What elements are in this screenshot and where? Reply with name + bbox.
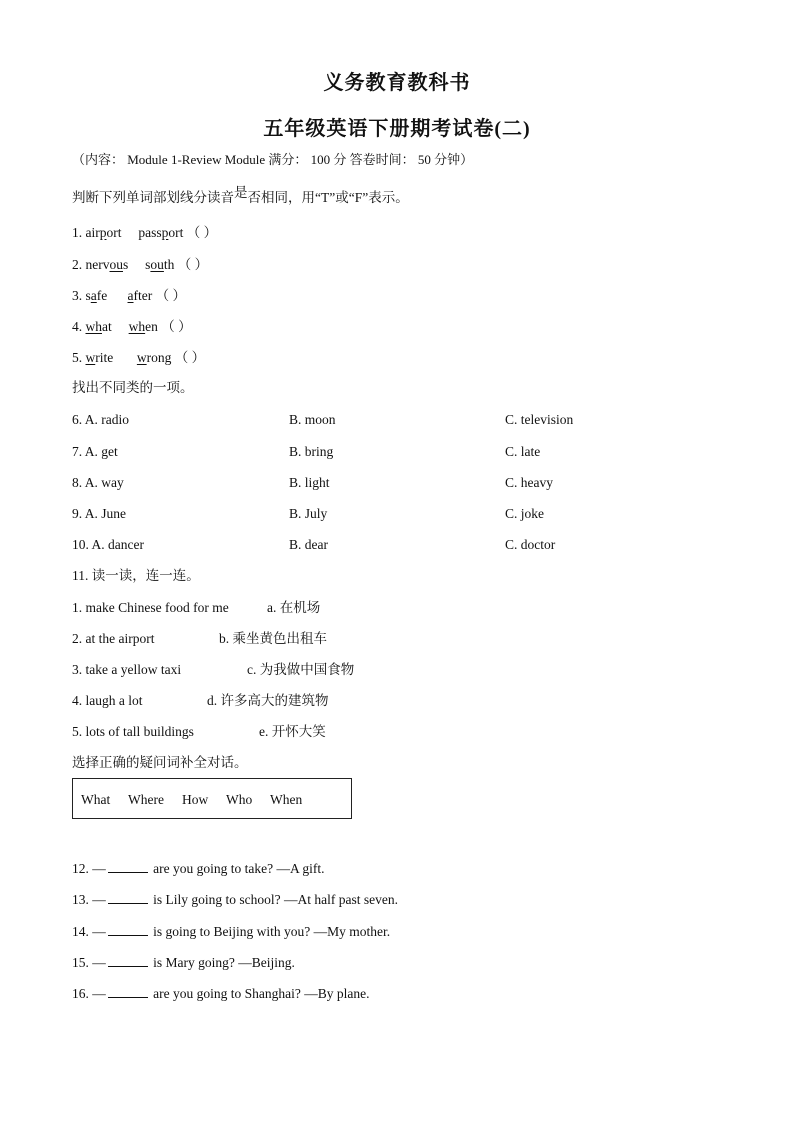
pronunciation-item-4: 4. what when （ ）: [72, 319, 192, 334]
match-right-d[interactable]: d. 许多高大的建筑物: [207, 693, 329, 708]
choice-item-7-a: 7. A. get: [72, 444, 118, 459]
pronunciation-item-1: 1. airport passport （ ）: [72, 225, 218, 240]
choice-item-10-a: 10. A. dancer: [72, 537, 144, 552]
choice-item-9-c: C. joke: [505, 506, 544, 521]
choice-item-10-b: B. dear: [289, 537, 328, 552]
answer-blank[interactable]: [108, 891, 148, 904]
section4-instruction: 选择正确的疑问词补全对话。: [72, 755, 248, 770]
answer-paren[interactable]: （ ）: [177, 257, 209, 272]
dialogue-item-12: 12. — are you going to take? —A gift.: [72, 861, 325, 876]
match-right-b[interactable]: b. 乘坐黄色出租车: [219, 631, 327, 646]
word-bank-box: [72, 778, 352, 819]
pronunciation-item-3: 3. safe after （ ）: [72, 288, 186, 303]
answer-paren[interactable]: （ ）: [155, 288, 186, 303]
word-bank-word: How: [182, 792, 209, 807]
dialogue-item-15: 15. — is Mary going? —Beijing.: [72, 955, 295, 970]
match-left-1[interactable]: 1. make Chinese food for me: [72, 600, 229, 615]
pronunciation-item-5: 5. write wrong （ ）: [72, 350, 206, 365]
section2-instruction: 找出不同类的一项。: [72, 380, 194, 395]
pronunciation-item-2: 2. nervous south （ ）: [72, 257, 209, 272]
choice-item-8-a: 8. A. way: [72, 475, 124, 490]
match-left-5[interactable]: 5. lots of tall buildings: [72, 724, 194, 739]
dialogue-item-16: 16. — are you going to Shanghai? —By plane.: [72, 986, 370, 1001]
section1-instruction: 判断下列单词部划线分读音是否相同，用“T”或“F”表示。: [72, 185, 409, 205]
choice-item-6-c: C. television: [505, 412, 574, 427]
answer-paren[interactable]: （ ）: [186, 225, 218, 240]
answer-blank[interactable]: [108, 860, 148, 873]
word-bank-word: Where: [128, 792, 164, 807]
dialogue-item-14: 14. — is going to Beijing with you? —My mother.: [72, 924, 391, 939]
choice-item-8-c: C. heavy: [505, 475, 553, 490]
answer-blank[interactable]: [108, 923, 148, 936]
match-right-e[interactable]: e. 开怀大笑: [259, 724, 326, 739]
match-right-a[interactable]: a. 在机场: [267, 600, 321, 615]
word-bank-word: When: [270, 792, 303, 807]
choice-item-7-c: C. late: [505, 444, 541, 459]
choice-item-10-c: C. doctor: [505, 537, 556, 552]
choice-item-6-a: 6. A. radio: [72, 412, 129, 427]
dialogue-item-13: 13. — is Lily going to school? —At half past seven.: [72, 892, 398, 907]
answer-blank[interactable]: [108, 954, 148, 967]
choice-item-8-b: B. light: [289, 475, 330, 490]
match-left-3[interactable]: 3. take a yellow taxi: [72, 662, 182, 677]
match-right-c[interactable]: c. 为我做中国食物: [247, 662, 355, 677]
answer-paren[interactable]: （ ）: [174, 350, 206, 365]
choice-item-7-b: B. bring: [289, 444, 334, 459]
section3-instruction: 11. 读一读，连一连。: [72, 568, 200, 583]
choice-item-9-a: 9. A. June: [72, 506, 126, 521]
document-title: 义务教育教科书: [323, 72, 471, 94]
exam-meta: （内容： Module 1-Review Module 满分： 100 分 答卷时间： 50 分钟）: [72, 152, 474, 167]
answer-paren[interactable]: （ ）: [161, 319, 192, 334]
word-bank-word: Who: [226, 792, 253, 807]
word-bank-word: What: [81, 792, 111, 807]
answer-blank[interactable]: [108, 985, 148, 998]
match-left-2[interactable]: 2. at the airport: [72, 631, 155, 646]
choice-item-9-b: B. July: [289, 506, 328, 521]
choice-item-6-b: B. moon: [289, 412, 336, 427]
exam-title: 五年级英语下册期考试卷(二): [263, 118, 531, 140]
match-left-4[interactable]: 4. laugh a lot: [72, 693, 143, 708]
